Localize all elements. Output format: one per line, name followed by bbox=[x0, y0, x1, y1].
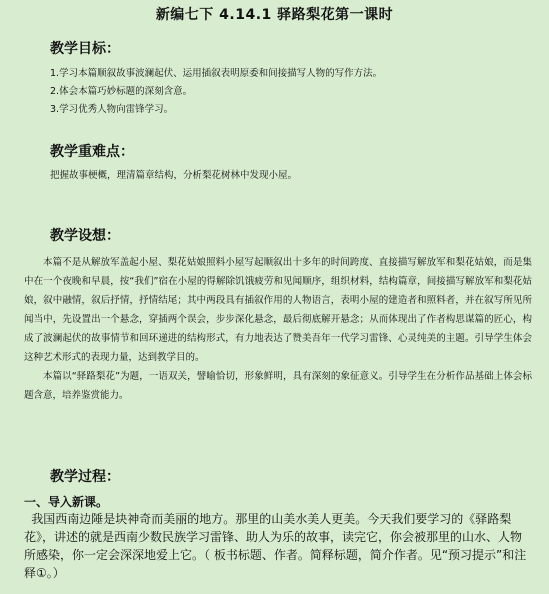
page-title: 新编七下 4.14.1 驿路梨花第一课时 bbox=[155, 7, 394, 23]
design-paragraph-1: 本篇不是从解放军盖起小屋、梨花姑娘照料小屋写起顺叙出十多年的时间跨度、直接描写解放军和梨花姑娘，而是集中在一个夜晚和早晨，按“我们”宿在小屋的得解除饥饿疲劳和见闻顺序，组织材料，结构篇章，间接描写解放军和梨花姑娘，叙中融情，叙后抒情，抒情结尾；其中两段具有插叙作用的人物语言，表明小屋的建造者和照料者，并在叙写所见所闻当中，先设置出一个悬念，穿插两个误会，步步深化悬念，最后彻底解开悬念；从而体现出了作者构思谋篇的匠心，构成了波澜起伏的故事情节和回环递进的结构形式，有力地表达了赞美吾年一代学习雷锋、心灵纯美的主题。引导学生体会这种艺术形式的表现力量，达到教学目的。 bbox=[24, 257, 532, 363]
design-paragraph-2: 本篇以“驿路梨花”为题，一语双关，譬喻恰切，形象鲜明，具有深刻的象征意义。引导学生在分析作品基础上体会标题含意，培养鉴赏能力。 bbox=[24, 371, 532, 401]
design-text bbox=[24, 253, 532, 405]
objective-item-1: 1.学习本篇顺叙故事波澜起伏、运用插叙表明原委和间接描写人物的写作方法。 bbox=[50, 68, 383, 79]
keypoints-text: 把握故事梗概，理清篇章结构，分析梨花树林中发现小屋。 bbox=[50, 170, 298, 181]
intro-text: 我国西南边陲是块神奇而美丽的地方。那里的山美水美人更美。今天我们要学习的《驿路梨花》，讲述的就是西南少数民族学习雷锋、助人为乐的故事，读完它，你会被那里的山水、人物所感染，你一定会深深地爱上它。（ 板书标题、作者。简释标题，简介作者。见“预习提示”和注释①。） bbox=[24, 512, 527, 580]
keypoints-heading: 教学重难点： bbox=[50, 144, 134, 160]
intro-text-block bbox=[24, 510, 532, 582]
objective-item-3: 3.学习优秀人物向雷锋学习。 bbox=[50, 104, 174, 115]
objectives-heading: 教学目标： bbox=[50, 41, 120, 57]
process-heading: 教学过程： bbox=[50, 469, 120, 485]
design-heading: 教学设想： bbox=[50, 228, 120, 244]
objective-item-2: 2.体会本篇巧妙标题的深刻含意。 bbox=[50, 86, 193, 97]
intro-heading: 一、导入新课。 bbox=[24, 495, 109, 509]
